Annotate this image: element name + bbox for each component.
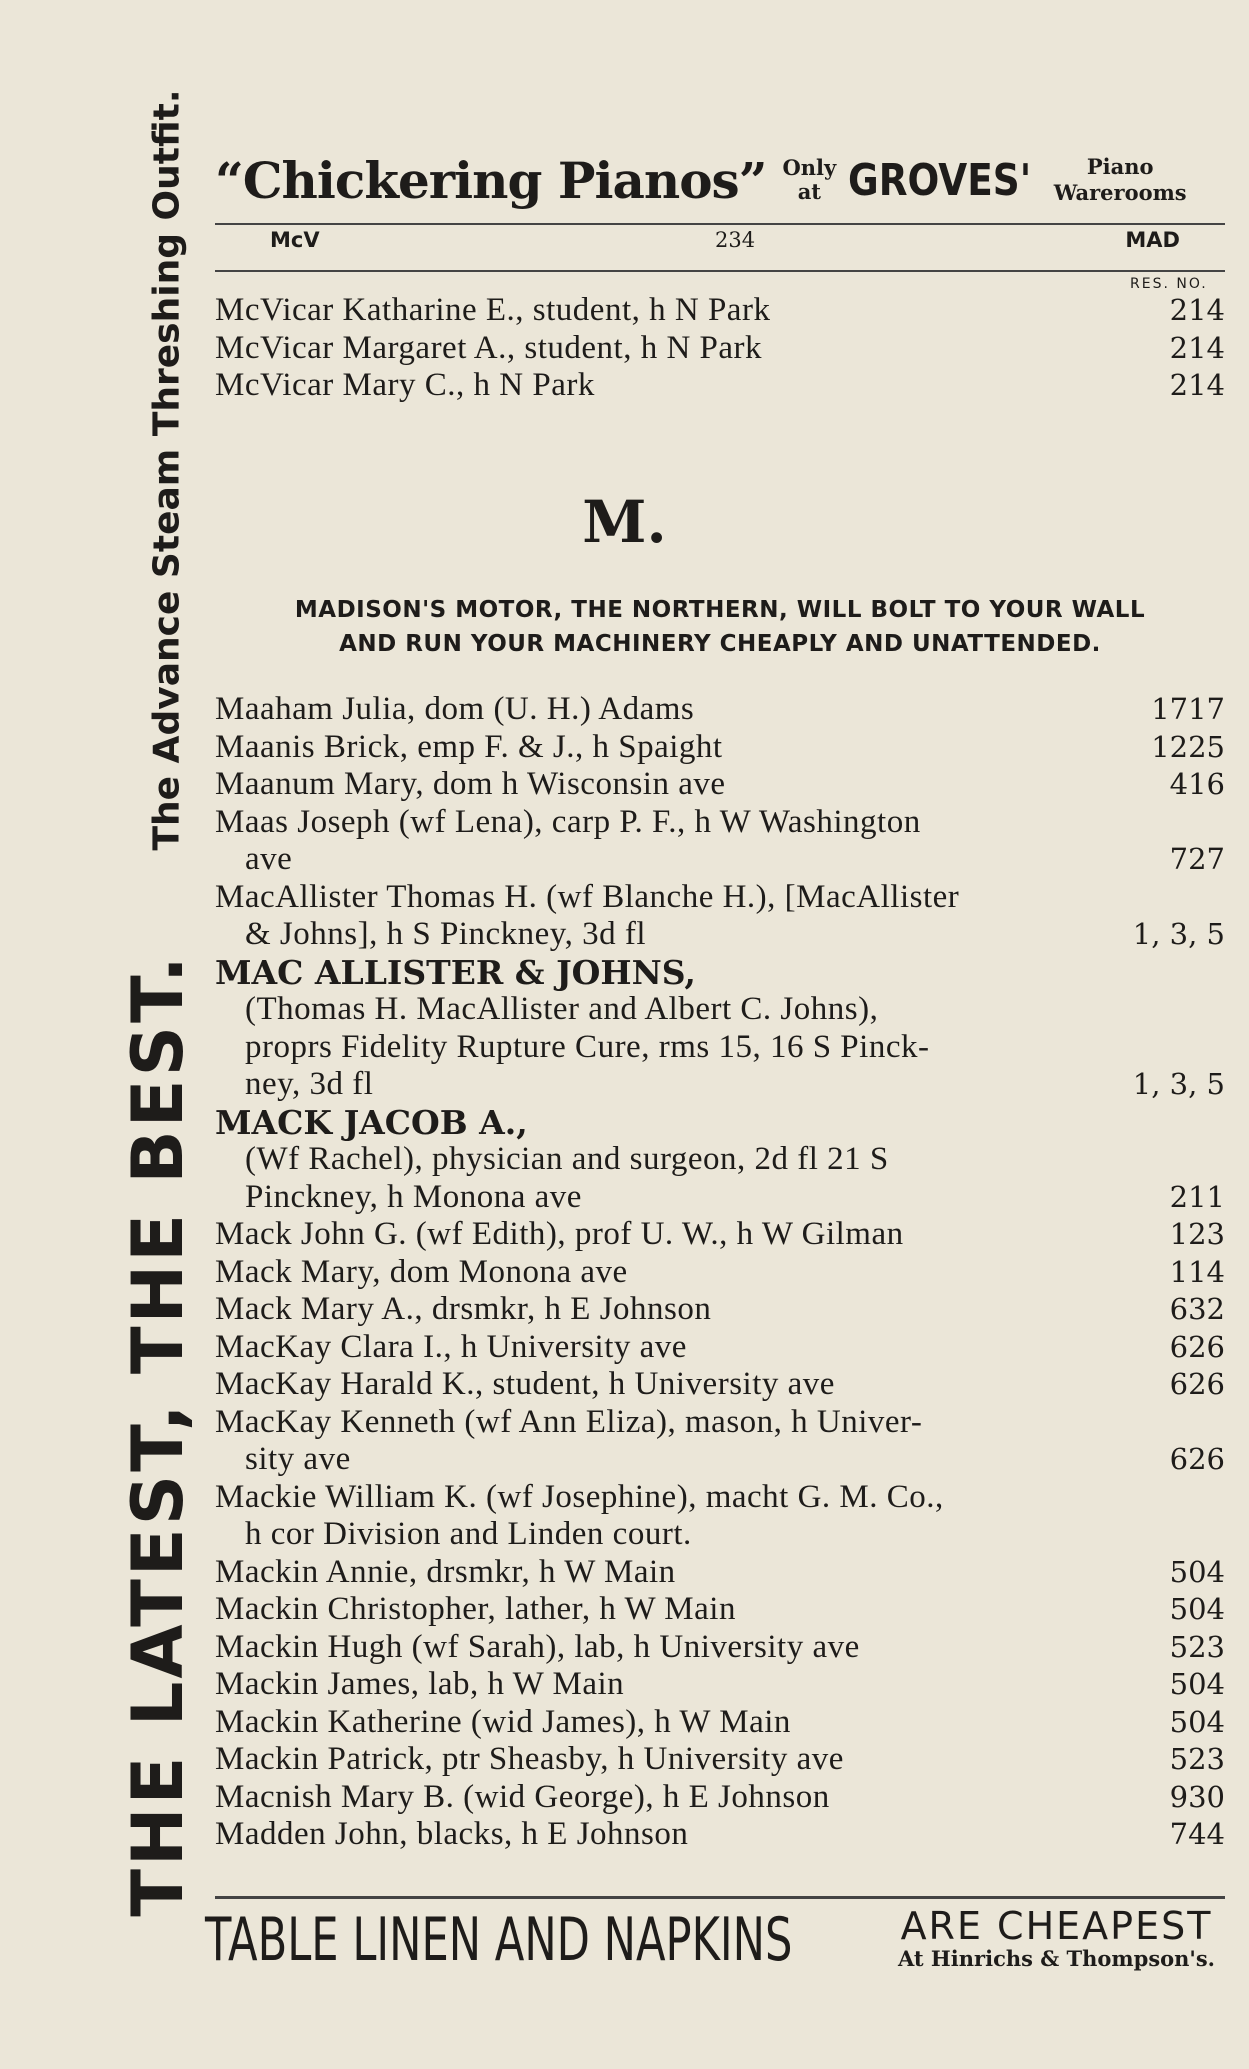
entry-res-no: 930 [1169, 1779, 1225, 1814]
entry-res-no: 504 [1169, 1554, 1225, 1589]
list-item [205, 1704, 1225, 1742]
list-item [205, 804, 1225, 842]
notice-line-2: AND RUN YOUR MACHINERY CHEAPLY AND UNATTENDED. [339, 631, 1101, 657]
header-rule-bottom [215, 270, 1225, 272]
header-ad-piano-warerooms [1054, 154, 1187, 206]
entry-text: Pinckney, h Monona ave [245, 1178, 582, 1215]
entry-res-no: 123 [1169, 1217, 1225, 1251]
footer-ad [205, 1900, 1225, 1980]
notice-line-1: MADISON'S MOTOR, THE NORTHERN, WILL BOLT TO YOUR WALL [294, 597, 1146, 623]
list-item [205, 330, 1225, 368]
running-head-left: McV [270, 228, 320, 252]
list-item [205, 292, 1225, 330]
header-ad-only-at [782, 156, 836, 204]
list-item [205, 1216, 1225, 1254]
list-item [205, 1629, 1225, 1667]
entry-text: Mack John G. (wf Edith), prof U. W., h W Gilman [215, 1216, 904, 1252]
header-ad-main: “Chickering Pianos” [215, 150, 767, 210]
header-ad-groves: GROVES' [848, 154, 1032, 206]
entry-heading [205, 954, 1225, 992]
list-item [205, 1366, 1225, 1404]
running-head-right: MAD [1125, 228, 1180, 252]
entry-text: ney, 3d fl [245, 1066, 374, 1102]
entry-text: Macnish Mary B. (wid George), h E Johnson [215, 1778, 830, 1815]
entry-res-no: 504 [1169, 1667, 1225, 1701]
entry-text: Mack Mary A., drsmkr, h E Johnson [215, 1291, 712, 1327]
entry-text: (Wf Rachel), physician and surgeon, 2d fl 21 S [245, 1141, 889, 1177]
entry-text: Maaham Julia, dom (U. H.) Adams [215, 691, 695, 727]
notice-ad [210, 593, 1230, 661]
list-item [205, 841, 1225, 879]
list-item [205, 367, 1225, 405]
entry-text: MAC ALLISTER & JOHNS, [215, 952, 696, 992]
list-item [205, 1404, 1225, 1442]
entry-res-no: 214 [1169, 293, 1225, 327]
entry-res-no: 1225 [1151, 729, 1225, 764]
side-ad-latest-best-text: THE LATEST, THE BEST. [117, 953, 199, 1917]
entry-heading [205, 1104, 1225, 1142]
entry-text: McVicar Katharine E., student, h N Park [215, 292, 771, 328]
list-item [205, 1066, 1225, 1104]
footer-ad-right [898, 1906, 1215, 1972]
entry-text: h cor Division and Linden court. [245, 1516, 692, 1552]
list-item [205, 1666, 1225, 1704]
entry-res-no: 214 [1169, 330, 1225, 365]
entry-text: proprs Fidelity Rupture Cure, rms 15, 16 S Pinck- [245, 1028, 930, 1065]
side-ad-latest-best [118, 880, 198, 1990]
entries-list [205, 691, 1225, 1854]
top-entries-list [205, 292, 1225, 405]
entry-res-no: 1, 3, 5 [1132, 1067, 1225, 1101]
running-head [215, 228, 1225, 262]
header-ad-only: Only [782, 155, 837, 180]
list-item [205, 691, 1225, 729]
entry-text: & Johns], h S Pinckney, 3d fl [245, 916, 647, 952]
entry-res-no: 211 [1169, 1179, 1225, 1214]
entry-text: MacKay Kenneth (wf Ann Eliza), mason, h Univer- [215, 1403, 923, 1440]
footer-ad-store: At Hinrichs & Thompson's. [898, 1946, 1215, 1971]
entry-res-no: 504 [1169, 1704, 1225, 1739]
list-item [205, 1591, 1225, 1629]
entry-text: Mackie William K. (wf Josephine), macht G. M. Co., [215, 1478, 944, 1515]
entry-text: MacKay Harald K., student, h University ave [215, 1366, 835, 1402]
entry-res-no: 626 [1169, 1367, 1225, 1401]
entry-text: Maanum Mary, dom h Wisconsin ave [215, 766, 726, 802]
header-ad-piano: Piano [1086, 154, 1154, 179]
entry-text: Maas Joseph (wf Lena), carp P. F., h W Washington [215, 803, 921, 840]
header-ad-at: at [797, 179, 821, 204]
header-ad [215, 140, 1230, 220]
entry-text: MacKay Clara I., h University ave [215, 1328, 687, 1365]
entry-text: Mack Mary, dom Monona ave [215, 1253, 628, 1290]
entry-res-no: 1717 [1151, 692, 1225, 726]
list-item [205, 1029, 1225, 1067]
list-item [205, 1291, 1225, 1329]
section-letter: M. [582, 488, 667, 556]
entry-text: Maanis Brick, emp F. & J., h Spaight [215, 728, 723, 765]
entry-text: Mackin Hugh (wf Sarah), lab, h University ave [215, 1628, 860, 1665]
list-item [205, 1741, 1225, 1779]
list-item [205, 1179, 1225, 1217]
entry-text: Mackin Katherine (wid James), h W Main [215, 1703, 791, 1740]
footer-ad-main: TABLE LINEN AND NAPKINS [205, 1905, 793, 1975]
list-item [205, 1779, 1225, 1817]
entry-text: MACK JACOB A., [215, 1102, 528, 1142]
entry-text: ave [245, 841, 293, 877]
entry-text: Mackin Christopher, lather, h W Main [215, 1591, 736, 1627]
entry-res-no: 523 [1169, 1629, 1225, 1664]
entry-text: Madden John, blacks, h E Johnson [215, 1816, 689, 1852]
entry-res-no: 214 [1169, 368, 1225, 402]
entry-text: Mackin Patrick, ptr Sheasby, h University ave [215, 1741, 844, 1777]
list-item [205, 1516, 1225, 1554]
entry-res-no: 1, 3, 5 [1132, 917, 1225, 951]
list-item [205, 729, 1225, 767]
side-ad-threshing-text: The Advance Steam Threshing Outfit. [146, 89, 188, 851]
entry-res-no: 416 [1169, 767, 1225, 801]
list-item [205, 1141, 1225, 1179]
list-item [205, 1441, 1225, 1479]
entry-res-no: 744 [1169, 1817, 1225, 1851]
page-number: 234 [715, 228, 756, 252]
res-no-label: RES. NO. [1130, 276, 1208, 292]
entry-text: (Thomas H. MacAllister and Albert C. Johns), [245, 991, 879, 1027]
entry-res-no: 504 [1169, 1592, 1225, 1626]
entry-res-no: 523 [1169, 1742, 1225, 1776]
list-item [205, 1554, 1225, 1592]
list-item [205, 879, 1225, 917]
entry-res-no: 632 [1169, 1292, 1225, 1326]
entry-text: Mackin James, lab, h W Main [215, 1666, 625, 1702]
list-item [205, 766, 1225, 804]
entry-text: Mackin Annie, drsmkr, h W Main [215, 1553, 676, 1590]
entry-text: sity ave [245, 1441, 351, 1477]
list-item [205, 1479, 1225, 1517]
side-ad-threshing [142, 89, 192, 851]
header-rule-top [215, 223, 1225, 225]
list-item [205, 1254, 1225, 1292]
entry-text: MacAllister Thomas H. (wf Blanche H.), [MacAllister [215, 878, 960, 915]
entry-res-no: 727 [1169, 842, 1225, 876]
list-item [205, 1329, 1225, 1367]
list-item [205, 991, 1225, 1029]
list-item [205, 916, 1225, 954]
entry-text: McVicar Margaret A., student, h N Park [215, 329, 763, 366]
header-ad-warerooms: Warerooms [1053, 180, 1187, 205]
entry-res-no: 114 [1169, 1254, 1225, 1289]
entry-res-no: 626 [1169, 1442, 1225, 1476]
footer-rule [215, 1896, 1225, 1899]
entry-text: McVicar Mary C., h N Park [215, 367, 595, 403]
entry-res-no: 626 [1169, 1329, 1225, 1364]
footer-ad-cheapest: ARE CHEAPEST [900, 1904, 1213, 1948]
list-item [205, 1816, 1225, 1854]
